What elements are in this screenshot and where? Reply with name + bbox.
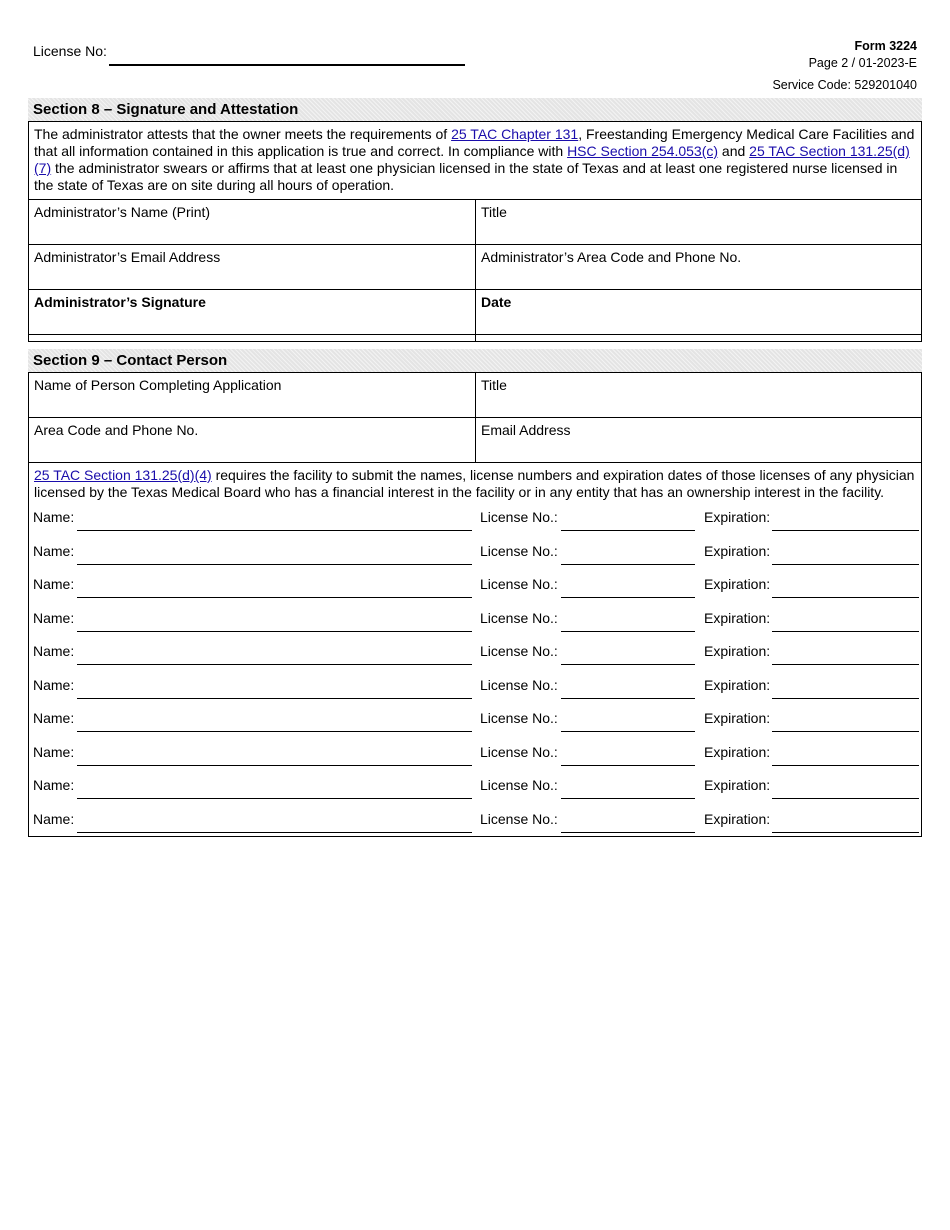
- physician-license-label: License No.:: [480, 743, 558, 760]
- admin-date-field[interactable]: [476, 290, 921, 334]
- attest-text-4: the administrator swears or affirms that at least one physician licensed in the state of Texas and at least one registered nurse licensed in the state of Texas are on site during all hours of operation.: [34, 160, 898, 193]
- physician-expiration-label: Expiration:: [704, 743, 771, 760]
- contact-phone-label: Area Code and Phone No.: [34, 422, 199, 438]
- admin-title-label: Title: [481, 204, 507, 220]
- physician-license-label: License No.:: [480, 710, 558, 726]
- physician-license-label: License No.:: [480, 609, 558, 626]
- physician-license-field[interactable]: [561, 765, 695, 766]
- form-number: Form 3224: [854, 39, 917, 53]
- physician-expiration-field[interactable]: [772, 597, 919, 598]
- physician-name-field[interactable]: [77, 664, 472, 665]
- admin-phone-field[interactable]: [476, 245, 921, 289]
- physician-note-text: requires the facility to submit the names, license numbers and expiration dates of those licenses of any physician licensed by the Texas Medical Board who has a financial interest in the facility or in any entity that has an ownership interest in the facility.: [34, 467, 915, 500]
- contact-email-label: Email Address: [481, 422, 571, 438]
- physician-name-label: Name:: [33, 542, 75, 559]
- physician-expiration-field[interactable]: [772, 564, 919, 565]
- form-info: [772, 38, 917, 94]
- admin-email-label: Administrator’s Email Address: [34, 249, 221, 265]
- section-8-bottom-gap: [29, 335, 921, 341]
- attestation-text: [29, 122, 921, 200]
- admin-contact-row: [29, 245, 921, 290]
- physician-license-label: License No.:: [480, 643, 558, 659]
- physician-license-label: License No.:: [480, 509, 558, 525]
- contact-title-label: Title: [481, 377, 507, 393]
- physician-expiration-field[interactable]: [772, 765, 919, 766]
- physician-name-label: Name:: [33, 609, 75, 626]
- physician-expiration-label: Expiration:: [704, 810, 771, 827]
- admin-name-row: [29, 200, 921, 245]
- physician-expiration-label: Expiration:: [704, 609, 771, 626]
- physician-license-field[interactable]: [561, 631, 695, 632]
- physician-name-field[interactable]: [77, 765, 472, 766]
- contact-name-row: [29, 373, 921, 418]
- admin-signature-row: [29, 290, 921, 335]
- physician-row: [29, 805, 921, 839]
- form-header: [0, 0, 950, 100]
- page-info: Page 2 / 01-2023-E: [808, 56, 917, 70]
- physician-license-field[interactable]: [561, 731, 695, 732]
- admin-name-field[interactable]: [29, 200, 476, 244]
- admin-phone-label: Administrator’s Area Code and Phone No.: [481, 249, 742, 265]
- physician-expiration-field[interactable]: [772, 530, 919, 531]
- physician-license-label: License No.:: [480, 676, 558, 693]
- link-25-tac-chapter-131[interactable]: 25 TAC Chapter 131: [451, 126, 579, 142]
- contact-name-label: Name of Person Completing Application: [34, 377, 282, 393]
- physician-name-label: Name:: [33, 509, 75, 525]
- license-number-field[interactable]: [109, 64, 465, 66]
- physician-expiration-field[interactable]: [772, 631, 919, 632]
- physician-expiration-label: Expiration:: [704, 542, 771, 559]
- physician-license-label: License No.:: [480, 810, 558, 827]
- physician-expiration-field[interactable]: [772, 832, 919, 833]
- physician-expiration-field[interactable]: [772, 664, 919, 665]
- physician-license-label: License No.:: [480, 576, 558, 592]
- physician-license-field[interactable]: [561, 798, 695, 799]
- link-25-tac-section-131-25d7[interactable]: 25 TAC Section 131.25(d)(7): [34, 143, 910, 176]
- attest-text-2: , Freestanding Emergency Medical Care Facilities and that all information contained in this application is true and correct. In compliance with: [34, 126, 915, 159]
- physician-expiration-label: Expiration:: [704, 777, 771, 793]
- physician-expiration-label: Expiration:: [704, 576, 771, 592]
- contact-phone-field[interactable]: [29, 418, 476, 462]
- attest-text-1: The administrator attests that the owner meets the requirements of: [34, 126, 452, 142]
- physician-name-label: Name:: [33, 676, 75, 693]
- contact-name-field[interactable]: [29, 373, 476, 417]
- physician-name-label: Name:: [33, 810, 75, 827]
- contact-phone-row: [29, 418, 921, 463]
- physician-license-field[interactable]: [561, 564, 695, 565]
- physician-name-field[interactable]: [77, 597, 472, 598]
- link-hsc-section-254-053c[interactable]: HSC Section 254.053(c): [567, 143, 719, 159]
- service-code: Service Code: 529201040: [772, 78, 917, 92]
- physician-name-field[interactable]: [77, 698, 472, 699]
- physician-row: [29, 537, 921, 571]
- admin-signature-field[interactable]: [29, 290, 476, 334]
- section-9-box: [28, 372, 922, 837]
- physician-row: [29, 604, 921, 638]
- admin-title-field[interactable]: [476, 200, 921, 244]
- physician-expiration-label: Expiration:: [704, 710, 771, 726]
- physician-license-label: License No.:: [480, 777, 558, 793]
- physician-name-label: Name:: [33, 576, 75, 592]
- physician-row: [29, 704, 921, 738]
- physician-row: [29, 671, 921, 705]
- physician-expiration-field[interactable]: [772, 698, 919, 699]
- physician-license-field[interactable]: [561, 698, 695, 699]
- physician-name-field[interactable]: [77, 530, 472, 531]
- physician-name-label: Name:: [33, 710, 75, 726]
- physician-license-field[interactable]: [561, 832, 695, 833]
- physician-name-label: Name:: [33, 643, 75, 659]
- admin-email-field[interactable]: [29, 245, 476, 289]
- physician-license-label: License No.:: [480, 542, 558, 559]
- physician-row: [29, 771, 921, 805]
- section-8-box: [28, 121, 922, 342]
- admin-signature-label: Administrator’s Signature: [34, 294, 206, 310]
- section-8-header: Section 8 – Signature and Attestation: [28, 98, 922, 121]
- contact-title-field[interactable]: [476, 373, 921, 417]
- physician-expiration-label: Expiration:: [704, 643, 771, 659]
- physician-name-field[interactable]: [77, 798, 472, 799]
- physician-expiration-field[interactable]: [772, 798, 919, 799]
- section-9-header: Section 9 – Contact Person: [28, 349, 922, 372]
- link-25-tac-section-131-25d4[interactable]: 25 TAC Section 131.25(d)(4): [34, 467, 212, 483]
- physician-expiration-label: Expiration:: [704, 676, 771, 693]
- physician-name-field[interactable]: [77, 731, 472, 732]
- physician-license-field[interactable]: [561, 530, 695, 531]
- physician-row: [29, 570, 921, 604]
- physician-license-field[interactable]: [561, 664, 695, 665]
- admin-date-label: Date: [481, 294, 512, 310]
- physician-interest-note: [29, 463, 921, 503]
- physician-expiration-field[interactable]: [772, 731, 919, 732]
- attest-text-3: and: [718, 143, 750, 159]
- license-number-label: License No:: [33, 43, 107, 59]
- admin-name-label: Administrator’s Name (Print): [34, 204, 211, 220]
- physician-row: [29, 503, 921, 537]
- physician-name-field[interactable]: [77, 564, 472, 565]
- physician-name-field[interactable]: [77, 832, 472, 833]
- physician-name-field[interactable]: [77, 631, 472, 632]
- physician-name-label: Name:: [33, 743, 75, 760]
- physician-expiration-label: Expiration:: [704, 509, 771, 525]
- contact-email-field[interactable]: [476, 418, 921, 462]
- physician-row: [29, 738, 921, 772]
- physician-name-label: Name:: [33, 777, 75, 793]
- physician-row: [29, 637, 921, 671]
- physician-license-field[interactable]: [561, 597, 695, 598]
- physician-list: [29, 503, 921, 838]
